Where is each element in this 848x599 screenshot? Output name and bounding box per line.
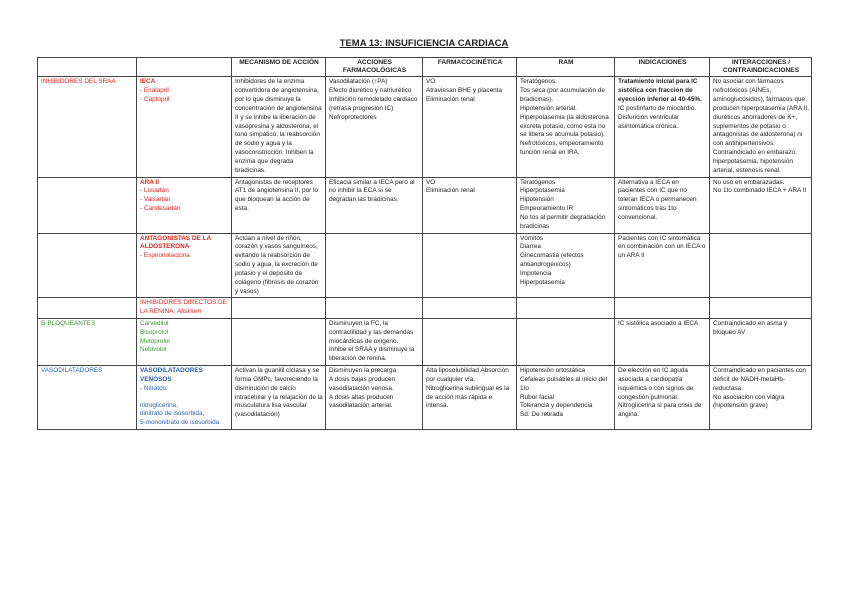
header-acciones: ACCIONES FARMACOLÓGICAS — [326, 58, 423, 77]
header-mecanismo: MECANISMO DE ACCIÓN — [232, 58, 326, 77]
text-line: Inhibe el SRAA y disminuye la liberación de renina. — [329, 346, 415, 363]
text-line: Impotencia — [520, 269, 552, 277]
group-cell: B-BLOQUEANTES — [38, 319, 137, 366]
indicaciones-cell: Alternativa a IECA en pacientes con IC que no toleran IECA o permanecen sintomáticos tras 1to convencional. — [615, 177, 710, 233]
ram-cell — [517, 298, 615, 319]
ram-cell — [517, 366, 615, 430]
text-line: Nefroprotectores — [329, 113, 377, 121]
text-line: Hipotensión ortostática — [520, 367, 586, 375]
indicaciones-cell — [615, 77, 710, 177]
drug-item: Nebivolol — [140, 346, 167, 354]
drug-cell — [137, 319, 232, 366]
farmaco-cell — [423, 298, 517, 319]
text-line: No asociación con viagra (hipotensión grave) — [713, 393, 785, 410]
drug-cell — [137, 77, 232, 177]
acciones-cell — [326, 366, 423, 430]
drug-cell — [137, 366, 232, 430]
mecanismo-cell — [232, 319, 326, 366]
text-line: Tolerancia y dependencia — [520, 402, 593, 410]
drug-item: - Espironolactona — [140, 252, 190, 260]
drug-item: 5-mononitrato de isosorbida — [140, 419, 220, 427]
mecanismo-cell — [232, 298, 326, 319]
ram-cell — [517, 177, 615, 233]
text-line: Cefaleas pulsátiles al inicio del 1to — [520, 375, 608, 392]
group-cell — [38, 177, 137, 233]
farmaco-cell — [423, 319, 517, 366]
header-col2 — [137, 58, 232, 77]
mecanismo-cell: Inhibidores de la enzima convertidora de angiotensina, por lo que disminuye la concentración de angiotensina II y se inhibe la liberación de vasopresina y aldosterona, el tono simpático, la reabsorción de sodio y agua y la vasoconstricción. Inhiben la enzima que degrada bradicinas. — [232, 77, 326, 177]
acciones-cell — [326, 77, 423, 177]
interacciones-cell — [710, 177, 812, 233]
header-row — [38, 58, 812, 77]
farmaco-cell — [423, 177, 517, 233]
text-line: Nitroglicerina sl para crisis de angina. — [618, 402, 702, 419]
drug-item: - Candesartán — [140, 205, 181, 213]
drug-item: Carvedilol — [140, 320, 169, 327]
text-line: Disminuyen la precarga — [329, 367, 397, 375]
drug-item: dinitrato de isosorbida, — [140, 410, 205, 418]
header-indicaciones: INDICACIONES — [615, 58, 710, 77]
group-cell: VASODILATADORES — [38, 366, 137, 430]
text-line: Hiperpotasemia — [520, 278, 565, 286]
group-cell — [38, 233, 137, 298]
text-line: Eliminación renal — [426, 187, 475, 195]
drug-item: Aliskiren — [176, 308, 202, 316]
interacciones-cell — [710, 366, 812, 430]
text-line: Teratógenos. — [520, 78, 557, 86]
indicaciones-cell — [615, 298, 710, 319]
group-cell — [38, 298, 137, 319]
class-name: INHIBIDORES DIRECTOS DE LA RENINA: — [140, 299, 227, 316]
drug-item: - Valsartán — [140, 196, 171, 204]
drug-item: - Losartán — [140, 187, 169, 195]
acciones-cell — [326, 233, 423, 298]
acciones-cell — [326, 298, 423, 319]
acciones-cell — [326, 319, 423, 366]
text-line: Atraviesan BHE y placenta — [426, 87, 503, 95]
acciones-cell: Eficacia similar a IECA pero al no inhibir la ECA sí se degradan las bradicinas. — [326, 177, 423, 233]
text-line: IC postinfarto de miocardio. — [618, 104, 697, 112]
text-line: Teratógenos — [520, 178, 556, 186]
ram-cell — [517, 233, 615, 298]
text-line: Hiperpotasemia — [520, 187, 565, 195]
table-row-aldosterona — [38, 233, 812, 298]
text-line: Hipotensión — [520, 196, 554, 204]
drug-item: Metoprolol — [140, 337, 170, 345]
text-line: A dosis bajas producen vasodilatación venosa. — [329, 375, 396, 392]
text-line: Ginecomastia (efectos antiandrogénicos) — [520, 252, 584, 269]
header-ram: RAM — [517, 58, 615, 77]
table-row-ieca — [38, 77, 812, 177]
indicaciones-cell: Pacientes con IC sintomática en combinación con un IECA o un ARA II — [615, 233, 710, 298]
mecanismo-cell: Antagonistas de receptores AT1 de angiotensina II, por lo que bloquean la acción de esta. — [232, 177, 326, 233]
text-line: Rubor facial — [520, 393, 555, 401]
text-line: De elección en IC aguda asociada a cardiopatía isquémica o con signos de congestión pulmonar. — [618, 367, 694, 401]
class-name: ARA II — [140, 178, 159, 186]
text-line: Hipotensión arterial. — [520, 104, 577, 112]
text-line: No 1to combinado IECA + ARA II — [713, 187, 807, 195]
text-line: Empeoramiento IR — [520, 205, 574, 213]
header-interacciones: INTERACCIONES / CONTRAINDICACIONES — [710, 58, 812, 77]
page-title: TEMA 13: INSUFICIENCIA CARDIACA — [339, 38, 509, 49]
text-line: Disminuyen la FC, la contractilidad y las demandas miocárdicas de oxígeno. — [329, 320, 414, 345]
mecanismo-cell: Activan la guanilil ciclasa y se forma GMPc, favoreciendo la disminución de calcio intracelular y la relajación de la musculatura lisa vascular (vasodilatación) — [232, 366, 326, 430]
text-line: VO — [426, 178, 436, 186]
group-cell: INHIBIDORES DEL SRAA — [38, 77, 137, 177]
text-line: VO — [426, 78, 436, 86]
header-col1 — [38, 58, 137, 77]
drug-cell — [137, 233, 232, 298]
farmaco-cell: Alta liposolubilidad Absorción por cualquier vía. Nitroglicerina sublingual es la de acción más rápida e intensa. — [423, 366, 517, 430]
drug-cell — [137, 298, 232, 319]
text-line: Tos seca (por acumulación de bradicinas). — [520, 87, 605, 104]
drug-item: - Captopril — [140, 96, 170, 104]
interacciones-cell — [710, 233, 812, 298]
class-name: ANTAGONISTAS DE LA ALDOSTERONA — [140, 234, 211, 251]
text-line: No tos al permitir degradación bradicinas — [520, 213, 606, 230]
indicaciones-cell: IC sistólica asociado a IECA — [615, 319, 710, 366]
text-line: A dosis altas producen vasodilatación arterial. — [329, 393, 394, 410]
interacciones-cell — [710, 298, 812, 319]
subclass-name: - Nitratos: — [140, 384, 168, 392]
drug-cell — [137, 177, 232, 233]
farmaco-cell — [423, 233, 517, 298]
ram-cell — [517, 77, 615, 177]
class-name: IECA — [140, 78, 156, 86]
drug-table — [37, 57, 812, 430]
text-line: Tratamiento inicial para IC sistólica con fracción de eyección inferior al 40-45%. — [618, 78, 702, 104]
text-line: Vómitos — [520, 234, 544, 242]
ram-cell — [517, 319, 615, 366]
table-row-ara — [38, 177, 812, 233]
mecanismo-cell: Actúan a nivel de riñón, corazón y vasos sanguíneos, evitando la reabsorción de sodio y agua, la excreción de potasio y el depósito de colágeno (fibrosis de corazón y vasos) — [232, 233, 326, 298]
class-name: VASODILATADORES VENOSOS — [140, 367, 203, 383]
text-line: No uso en embarazadas. — [713, 178, 785, 186]
header-farmacocinetica: FARMACOCINÉTICA — [423, 58, 517, 77]
text-line: Contraindicado en pacientes con déficit de NADH-metaHb-reductasa. — [713, 367, 807, 392]
table-row-bbloqueantes — [38, 319, 812, 366]
text-line: Disfunción ventricular asintomática crónica. — [618, 113, 680, 130]
interacciones-cell: No asociar con fármacos nefrotóxicos (AINEs, aminoglucósidos), fármacos que producen hiperpotasemia (ARA II, diuréticos ahorradores de K+, suplementos de potasio o antagonistas de aldosterona) ni con antihipertensivos. Contraindicado en embarazo, hiperpotasemia, hipotensión arterial, estenosis renal. — [710, 77, 812, 177]
indicaciones-cell — [615, 366, 710, 430]
text-line: Diarrea — [520, 243, 541, 251]
text-line: Sd. De retirada — [520, 411, 563, 419]
table-row-vasodilatadores — [38, 366, 812, 430]
drug-item: - Enalapril — [140, 87, 169, 95]
drug-item: Bisoprolol — [140, 328, 169, 336]
table-row-renina — [38, 298, 812, 319]
text-line: Hiperpotasemia (la aldosterona excreta potasio, como esta no se libera se acumula potasio). — [520, 113, 609, 139]
text-line: Inhibición remodelado cardiaco (retrasa progresión IC) — [329, 96, 418, 112]
text-line: Eliminación renal — [426, 96, 475, 104]
text-line: Efecto diurético y natriurético — [329, 87, 412, 95]
text-line: Vasodilatación (↑PA) — [329, 78, 388, 86]
farmaco-cell — [423, 77, 517, 177]
interacciones-cell: Contraindicado en asma y bloqueo AV — [710, 319, 812, 366]
drug-item: nitroglicerina, — [140, 401, 179, 409]
text-line: Nefrotóxicos, empeoramiento función renal en IRA. — [520, 140, 604, 157]
